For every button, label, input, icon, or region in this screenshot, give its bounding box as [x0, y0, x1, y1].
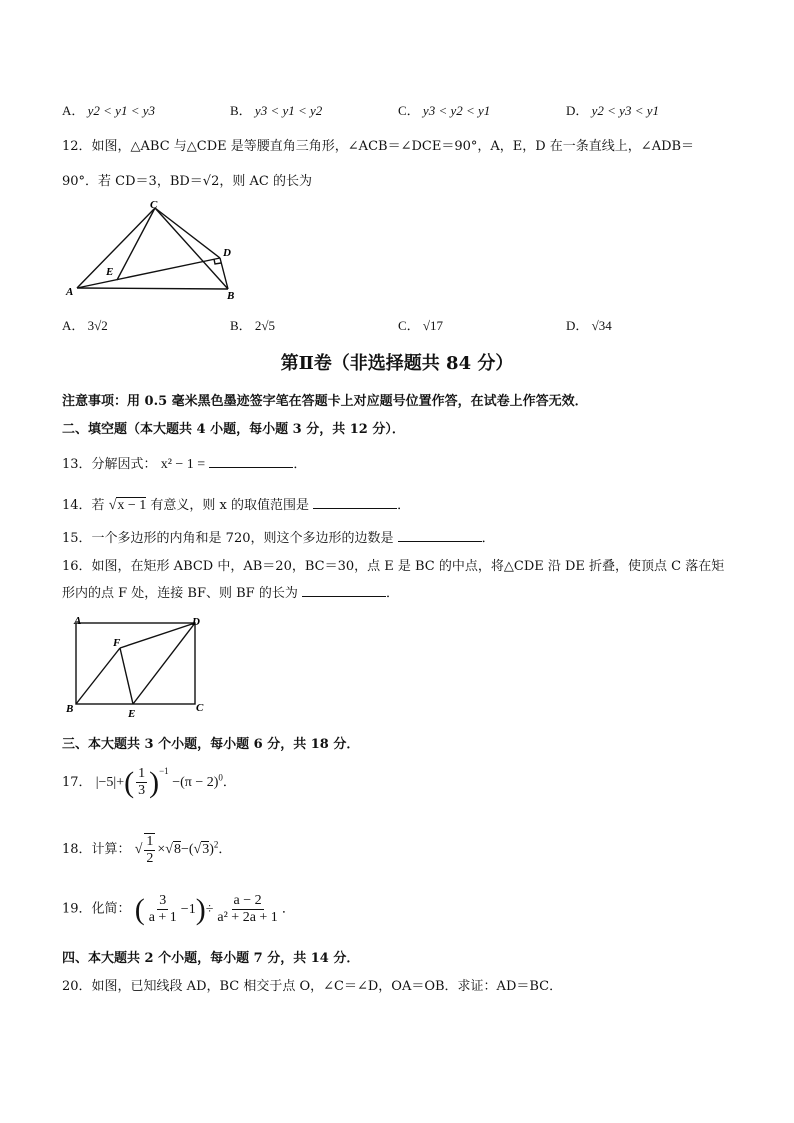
fraction-denominator: a + 1: [148, 910, 177, 925]
q16-line-2-text: 形内的点 F 处，连接 BF、则 BF 的长为: [62, 586, 298, 601]
q12-line-2: 90°．若 CD＝3，BD＝√2，则 AC 的长为: [62, 174, 312, 189]
q14-radicand: x − 1: [117, 498, 147, 513]
q14-sqrt: √x − 1: [108, 498, 147, 513]
q19: [62, 893, 295, 926]
segment-ce: [117, 208, 155, 280]
fraction-numerator: 3: [159, 893, 167, 908]
answer-blank: [313, 496, 397, 509]
q17-fraction: [136, 766, 147, 799]
option-letter: D．: [566, 318, 589, 333]
option-letter: C．: [398, 318, 420, 333]
option-letter: B．: [230, 103, 252, 118]
q18-fraction: [144, 833, 155, 867]
q19-suffix: ．: [281, 901, 295, 917]
part3-heading: 三、本大题共 3 个小题，每小题 6 分，共 18 分．: [62, 737, 360, 752]
q18: [62, 833, 231, 867]
part4-heading: 四、本大题共 2 个小题，每小题 7 分，共 14 分．: [62, 951, 360, 966]
part2-heading: 二、填空题（本大题共 4 小题，每小题 3 分，共 12 分）．: [62, 422, 405, 437]
q17-minus: −: [172, 775, 181, 790]
label-c: C: [150, 199, 158, 211]
q18-suffix: ．: [218, 842, 232, 858]
fraction-denominator: 2: [146, 851, 154, 866]
label-e: E: [128, 708, 136, 720]
option-value: 2√5: [254, 318, 276, 333]
option-expr: y3 < y1 < y2: [254, 103, 323, 118]
q17-prefix: 17．: [62, 775, 92, 790]
q17-exponent-1: −1: [159, 766, 169, 776]
option-letter: B．: [230, 318, 252, 333]
segment-ac: [77, 208, 155, 288]
label-e: E: [106, 266, 114, 278]
q20: 20．如图，已知线段 AD，BC 相交于点 O，∠C＝∠D，OA＝OB．求证：AD＝BC．: [62, 979, 563, 994]
q11-option-a: [62, 100, 155, 119]
option-expr: y2 < y3 < y1: [591, 103, 659, 118]
q18-minus: −: [180, 842, 189, 858]
option-value: √17: [422, 318, 444, 333]
q12-figure: [60, 196, 245, 306]
label-a: A: [66, 286, 74, 298]
q16-figure: [62, 612, 212, 722]
q19-fraction-2: [215, 893, 279, 926]
q12-option-c: [398, 315, 443, 334]
q17-exponent-0: 0: [218, 772, 223, 783]
q18-expr: √ $\frac{1}{2}$ $\times√8-(√3)^2$: [134, 834, 219, 866]
section-title: 第Ⅱ卷（非选择题共 84 分）: [280, 353, 514, 374]
label-b: B: [66, 703, 74, 715]
segment-bf: [76, 648, 120, 704]
q16-suffix: ．: [385, 586, 399, 601]
segment-cb: [155, 208, 228, 289]
q11-option-d: [566, 100, 659, 119]
fraction-numerator: a − 2: [233, 893, 262, 908]
q13-prefix: 13．分解因式：: [62, 457, 157, 472]
q14-middle: 有意义，则 x 的取值范围是: [150, 498, 310, 513]
rectangle-abcd: [76, 623, 195, 704]
q17-paren-inner: π − 2: [184, 775, 214, 790]
q14: [62, 494, 410, 514]
q15: [62, 527, 495, 546]
q15-text: 15．一个多边形的内角和是 720，则这个多边形的边数是: [62, 531, 394, 546]
label-d: D: [223, 247, 231, 259]
option-letter: A．: [62, 103, 85, 118]
q17-abs-value: −5: [98, 775, 114, 790]
option-expr: y3 < y2 < y1: [422, 103, 491, 118]
label-f: F: [113, 637, 121, 649]
option-value: √34: [591, 318, 612, 333]
option-value: 3√2: [87, 318, 108, 333]
q19-prefix: 19．化简：: [62, 901, 131, 917]
fraction-denominator: 3: [138, 783, 146, 799]
q18-prefix: 18．计算：: [62, 842, 131, 858]
fraction-numerator: 1: [146, 834, 154, 849]
label-c: C: [196, 702, 204, 714]
q11-option-b: [230, 100, 322, 119]
q17: [62, 766, 236, 799]
q17-expr: |−5|+( $\frac{1}{3}$ )$^{-1} -(\pi - 2)^0$: [95, 765, 223, 799]
q19-fraction-1: [147, 893, 179, 926]
q17-suffix: ．: [222, 775, 236, 790]
segment-ad: [77, 258, 220, 288]
label-a: A: [74, 615, 82, 627]
fraction-numerator: 1: [138, 766, 146, 782]
segment-ed: [133, 623, 195, 704]
q13-expr: x² − 1 =: [160, 457, 206, 472]
q19-divide: ÷: [205, 901, 214, 917]
q16-line-2: [62, 582, 399, 601]
option-letter: D．: [566, 103, 589, 118]
q18-radicand-3: 3: [202, 842, 210, 858]
q13-suffix: ．: [293, 457, 307, 472]
segment-fd: [120, 623, 195, 648]
label-b: B: [227, 290, 235, 302]
segment-cd: [155, 208, 220, 258]
option-letter: C．: [398, 103, 420, 118]
q19-minus-one: −1: [180, 901, 196, 917]
notice: 注意事项：用 0.5 毫米黑色墨迹签字笔在答题卡上对应题号位置作答，在试卷上作答无效．: [62, 394, 588, 409]
segment-fe: [120, 648, 133, 704]
answer-blank: [398, 529, 482, 542]
q18-exponent: 2: [213, 839, 219, 850]
q12-line-1: 12．如图，△ABC 与△CDE 是等腰直角三角形，∠ACB＝∠DCE＝90°，A，E，D 在一条直线上，∠ADB＝: [62, 139, 695, 154]
q18-radicand-8: 8: [173, 842, 181, 858]
answer-blank: [209, 455, 293, 468]
segment-ab: [77, 288, 228, 289]
q12-option-b: [230, 315, 275, 334]
q12-option-a: [62, 315, 108, 334]
q18-times: ×: [157, 842, 166, 858]
q14-prefix: 14．若: [62, 498, 105, 513]
q12-option-d: [566, 315, 612, 334]
label-d: D: [192, 616, 200, 628]
fraction-denominator: a² + 2a + 1: [217, 910, 278, 925]
q14-suffix: ．: [397, 498, 411, 513]
option-letter: A．: [62, 318, 85, 333]
q11-option-c: [398, 100, 490, 119]
q16-line-1: 16．如图，在矩形 ABCD 中，AB＝20，BC＝30，点 E 是 BC 的中点，将△CDE 沿 DE 折叠，使顶点 C 落在矩: [62, 559, 725, 574]
answer-blank: [302, 584, 386, 597]
q13: [62, 453, 306, 473]
option-expr: y2 < y1 < y3: [87, 103, 155, 118]
q15-suffix: ．: [481, 531, 495, 546]
q19-expr: ( $\frac{3}{a + 1}$ −1)÷ $\frac{a - 2}{\text{a² + 2a + 1}}$: [134, 892, 278, 926]
